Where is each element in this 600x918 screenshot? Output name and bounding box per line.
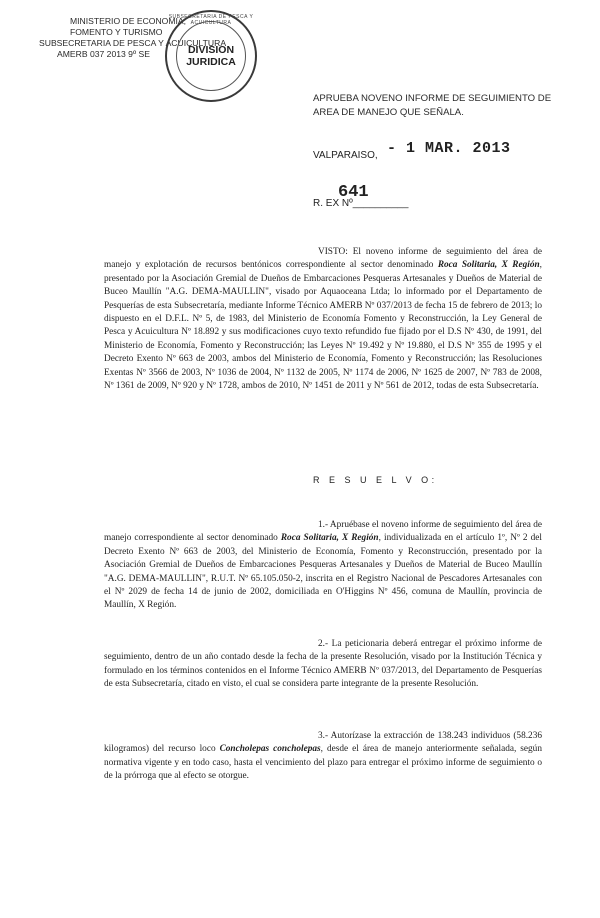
reference-code: AMERB 037 2013 9º SE (57, 49, 150, 59)
item-3-species-name: Concholepas concholepas (219, 744, 321, 755)
stamp-ring-text: SUBSECRETARIA DE PESCA Y ACUICULTURA (168, 14, 254, 26)
subsecretaria-line: SUBSECRETARIA DE PESCA Y ACUICULTURA (39, 38, 227, 48)
resolution-label-text: R. EX Nº (313, 198, 353, 209)
document-title-line-2: AREA DE MANEJO QUE SEÑALA. (313, 107, 464, 118)
visto-sector-name: Roca Solitaria, X Región (437, 260, 540, 271)
item-1-text-1: 1.- Apruébase el noveno informe de seguimiento del área de manejo correspondiente al sector denominado (104, 520, 542, 544)
item-1-text-2: , individualizada en el artículo 1º, Nº 2 del Decreto Exento Nº 663 de 2003, del Ministerio de Economía, Fomento y Reconstrucción, presentado por la Asociación Gremial de Dueños de Embarcaciones Pesqueras Artesanales y Dueños de Material de Buceo Maullín "A.G. DEMA-MAULLIN", R.U.T. Nº 65.105.050-2, inscrita en el Registro Nacional de Pescadores Artesanales con el Nº 2029 de fecha 14 de junio de 2002, domiciliada en O'Higgins Nº 456, comuna de Maullín, provincia de Maullín, X Región. (104, 533, 542, 611)
resolution-item-1 (104, 519, 542, 613)
stamp-label-line-1: DIVISION (187, 44, 235, 56)
resolution-item-3 (104, 730, 542, 784)
resolution-number: 641 (338, 183, 369, 202)
resolution-item-2 (104, 638, 542, 692)
item-3-text-1: 3.- Autorízase la extracción de 138.243 individuos (58.236 kilogramos) del recurso loco (104, 731, 542, 755)
resolution-label (313, 198, 408, 209)
ministry-line-2: FOMENTO Y TURISMO (70, 27, 163, 37)
visto-text-2: , presentado por la Asociación Gremial de Dueños de Embarcaciones Pesqueras Artesanales y Dueños de Material de Buceo Maullín "A.G. DEMA-MAULLIN", visado por Aquaoceana Ltda; lo informado por el Departamento de Pesquerías de esta Subsecretaría, mediante Informe Técnico AMERB Nº 037/2013 de fecha 15 de febrero de 2013; lo dispuesto en el D.F.L. Nº 5, de 1983, del Ministerio de Economía Fomento y Reconstrucción, la Ley General de Pesca y Acuicultura Nº 18.892 y sus modificaciones cuyo texto refundido fue fijado por el D.S Nº 430, de 1991, del Ministerio de Economía, Fomento y Reconstrucción; las Leyes Nº 19.492 y Nº 19.880, el D.S Nº 355 de 1995 y el Decreto Exento Nº 663 de 2003, ambos del Ministerio de Economía, Fomento y Reconstrucción; las Resoluciones Exentas Nº 3566 de 2003, Nº 1036 de 2004, Nº 1132 de 2005, Nº 1174 de 2006, Nº 1625 de 2007, Nº 783 de 2008, Nº 1361 de 2009, Nº 920 y Nº 1728, ambos de 2010, Nº 1451 de 2011 y Nº 561 de 2012, todas de esta Subsecretaría. (104, 260, 542, 392)
visto-paragraph (104, 246, 542, 393)
resuelvo-heading: R E S U E L V O: (313, 475, 438, 485)
place-label: VALPARAISO, (313, 150, 378, 161)
stamp-label (167, 44, 255, 68)
stamp-label-line-2: JURIDICA (186, 56, 236, 68)
item-2-text: 2.- La peticionaria deberá entregar el próximo informe de seguimiento, dentro de un año contado desde la fecha de la presente Resolución, visado por la Institución Técnica y formulado en los términos contenidos en el Informe Técnico AMERB Nº 037/2013, del Departamento de Pesquerías de esta Subsecretaría, citado en visto, el cual se considera parte integrante de la presente Resolución. (104, 639, 542, 690)
document-title (313, 92, 551, 120)
handwritten-date: - 1 MAR. 2013 (387, 140, 511, 157)
resolution-blank: __________ (352, 198, 409, 209)
ministry-line: MINISTERIO DE ECONOMIA, (70, 16, 187, 26)
item-1-sector-name: Roca Solitaria, X Región (280, 533, 379, 544)
document-title-line-1: APRUEBA NOVENO INFORME DE SEGUIMIENTO DE (313, 93, 552, 104)
visto-text-1: VISTO: El noveno informe de seguimiento del área de manejo y explotación de recursos bentónicos correspondiente al sector denominado (104, 247, 542, 271)
item-3-text-2: , desde el área de manejo anteriormente señalada, según normativa vigente y en todo caso, hasta el vencimiento del plazo para entregar el próximo informe de seguimiento o de la prórroga que al efecto se otorgue. (104, 744, 542, 782)
division-juridica-stamp (165, 10, 257, 102)
